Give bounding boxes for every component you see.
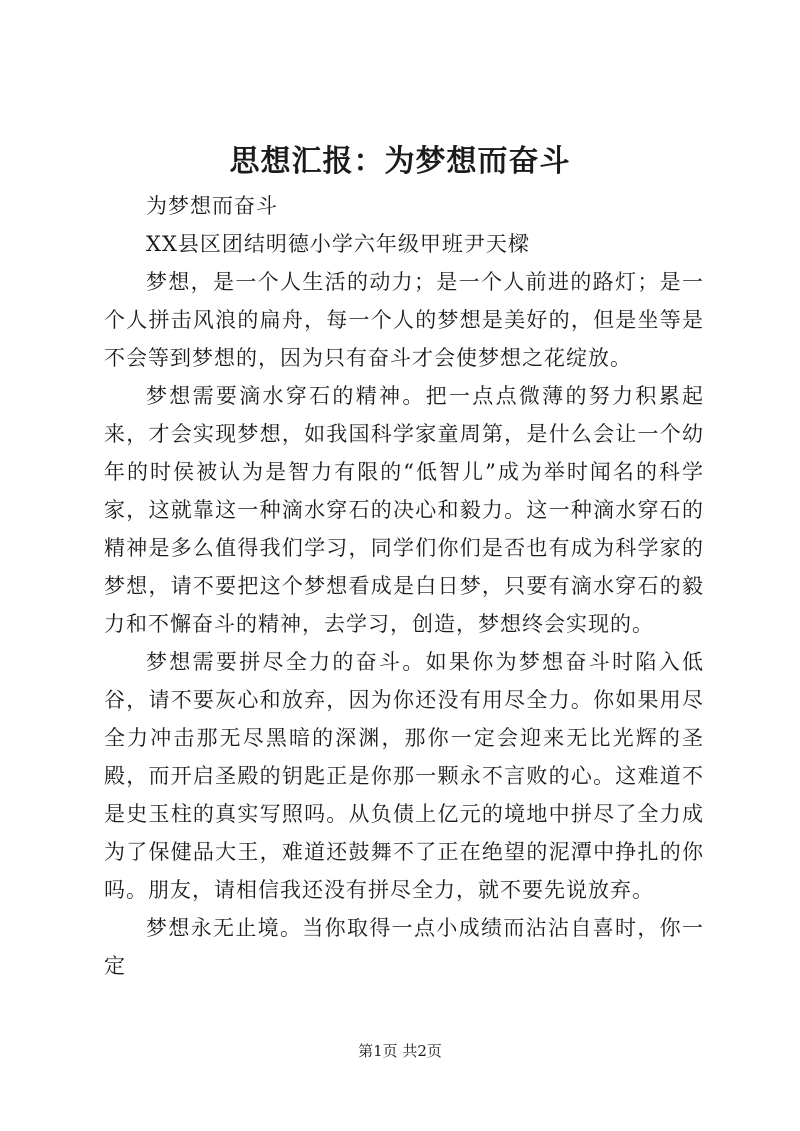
paragraph: 梦想永无止境。当你取得一点小成绩而沾沾自喜时，你一定 (104, 916, 704, 978)
page-number-footer: 第1页 共2页 (358, 1042, 442, 1060)
paragraph: 梦想需要拼尽全力的奋斗。如果你为梦想奋斗时陷入低谷，请不要灰心和放弃，因为你还没有用尽全力。你如果用尽全力冲击那无尽黑暗的深渊，那你一定会迎来无比光辉的圣殿，而开启圣殿的钥匙正是你那一颗永不言败的心。这难道不是史玉柱的真实写照吗。从负债上亿元的境地中拼尽了全力成为了保健品大王，难道还鼓舞不了正在绝望的泥潭中挣扎的你吗。朋友，请相信我还没有拼尽全力，就不要先说放弃。 (104, 650, 704, 902)
paragraph: 梦想，是一个人生活的动力；是一个人前进的路灯；是一个人拼击风浪的扁舟，每一个人的梦想是美好的，但是坐等是不会等到梦想的，因为只有奋斗才会使梦想之花绽放。 (104, 270, 704, 370)
document-body (104, 187, 704, 985)
paragraph: 梦想需要滴水穿石的精神。把一点点微薄的努力积累起来，才会实现梦想，如我国科学家童周第，是什么会让一个幼年的时侯被认为是智力有限的“低智儿”成为举时闻名的科学家，这就靠这一种滴水穿石的决心和毅力。这一种滴水穿石的精神是多么值得我们学习，同学们你们是否也有成为科学家的梦想，请不要把这个梦想看成是白日梦，只要有滴水穿石的毅力和不懈奋斗的精神，去学习，创造，梦想终会实现的。 (104, 384, 704, 636)
document-title: 思想汇报：为梦想而奋斗 (229, 144, 571, 179)
document-subtitle: 为梦想而奋斗 (146, 194, 278, 218)
author-line: XX县区团结明德小学六年级甲班尹天樑 (146, 232, 530, 256)
